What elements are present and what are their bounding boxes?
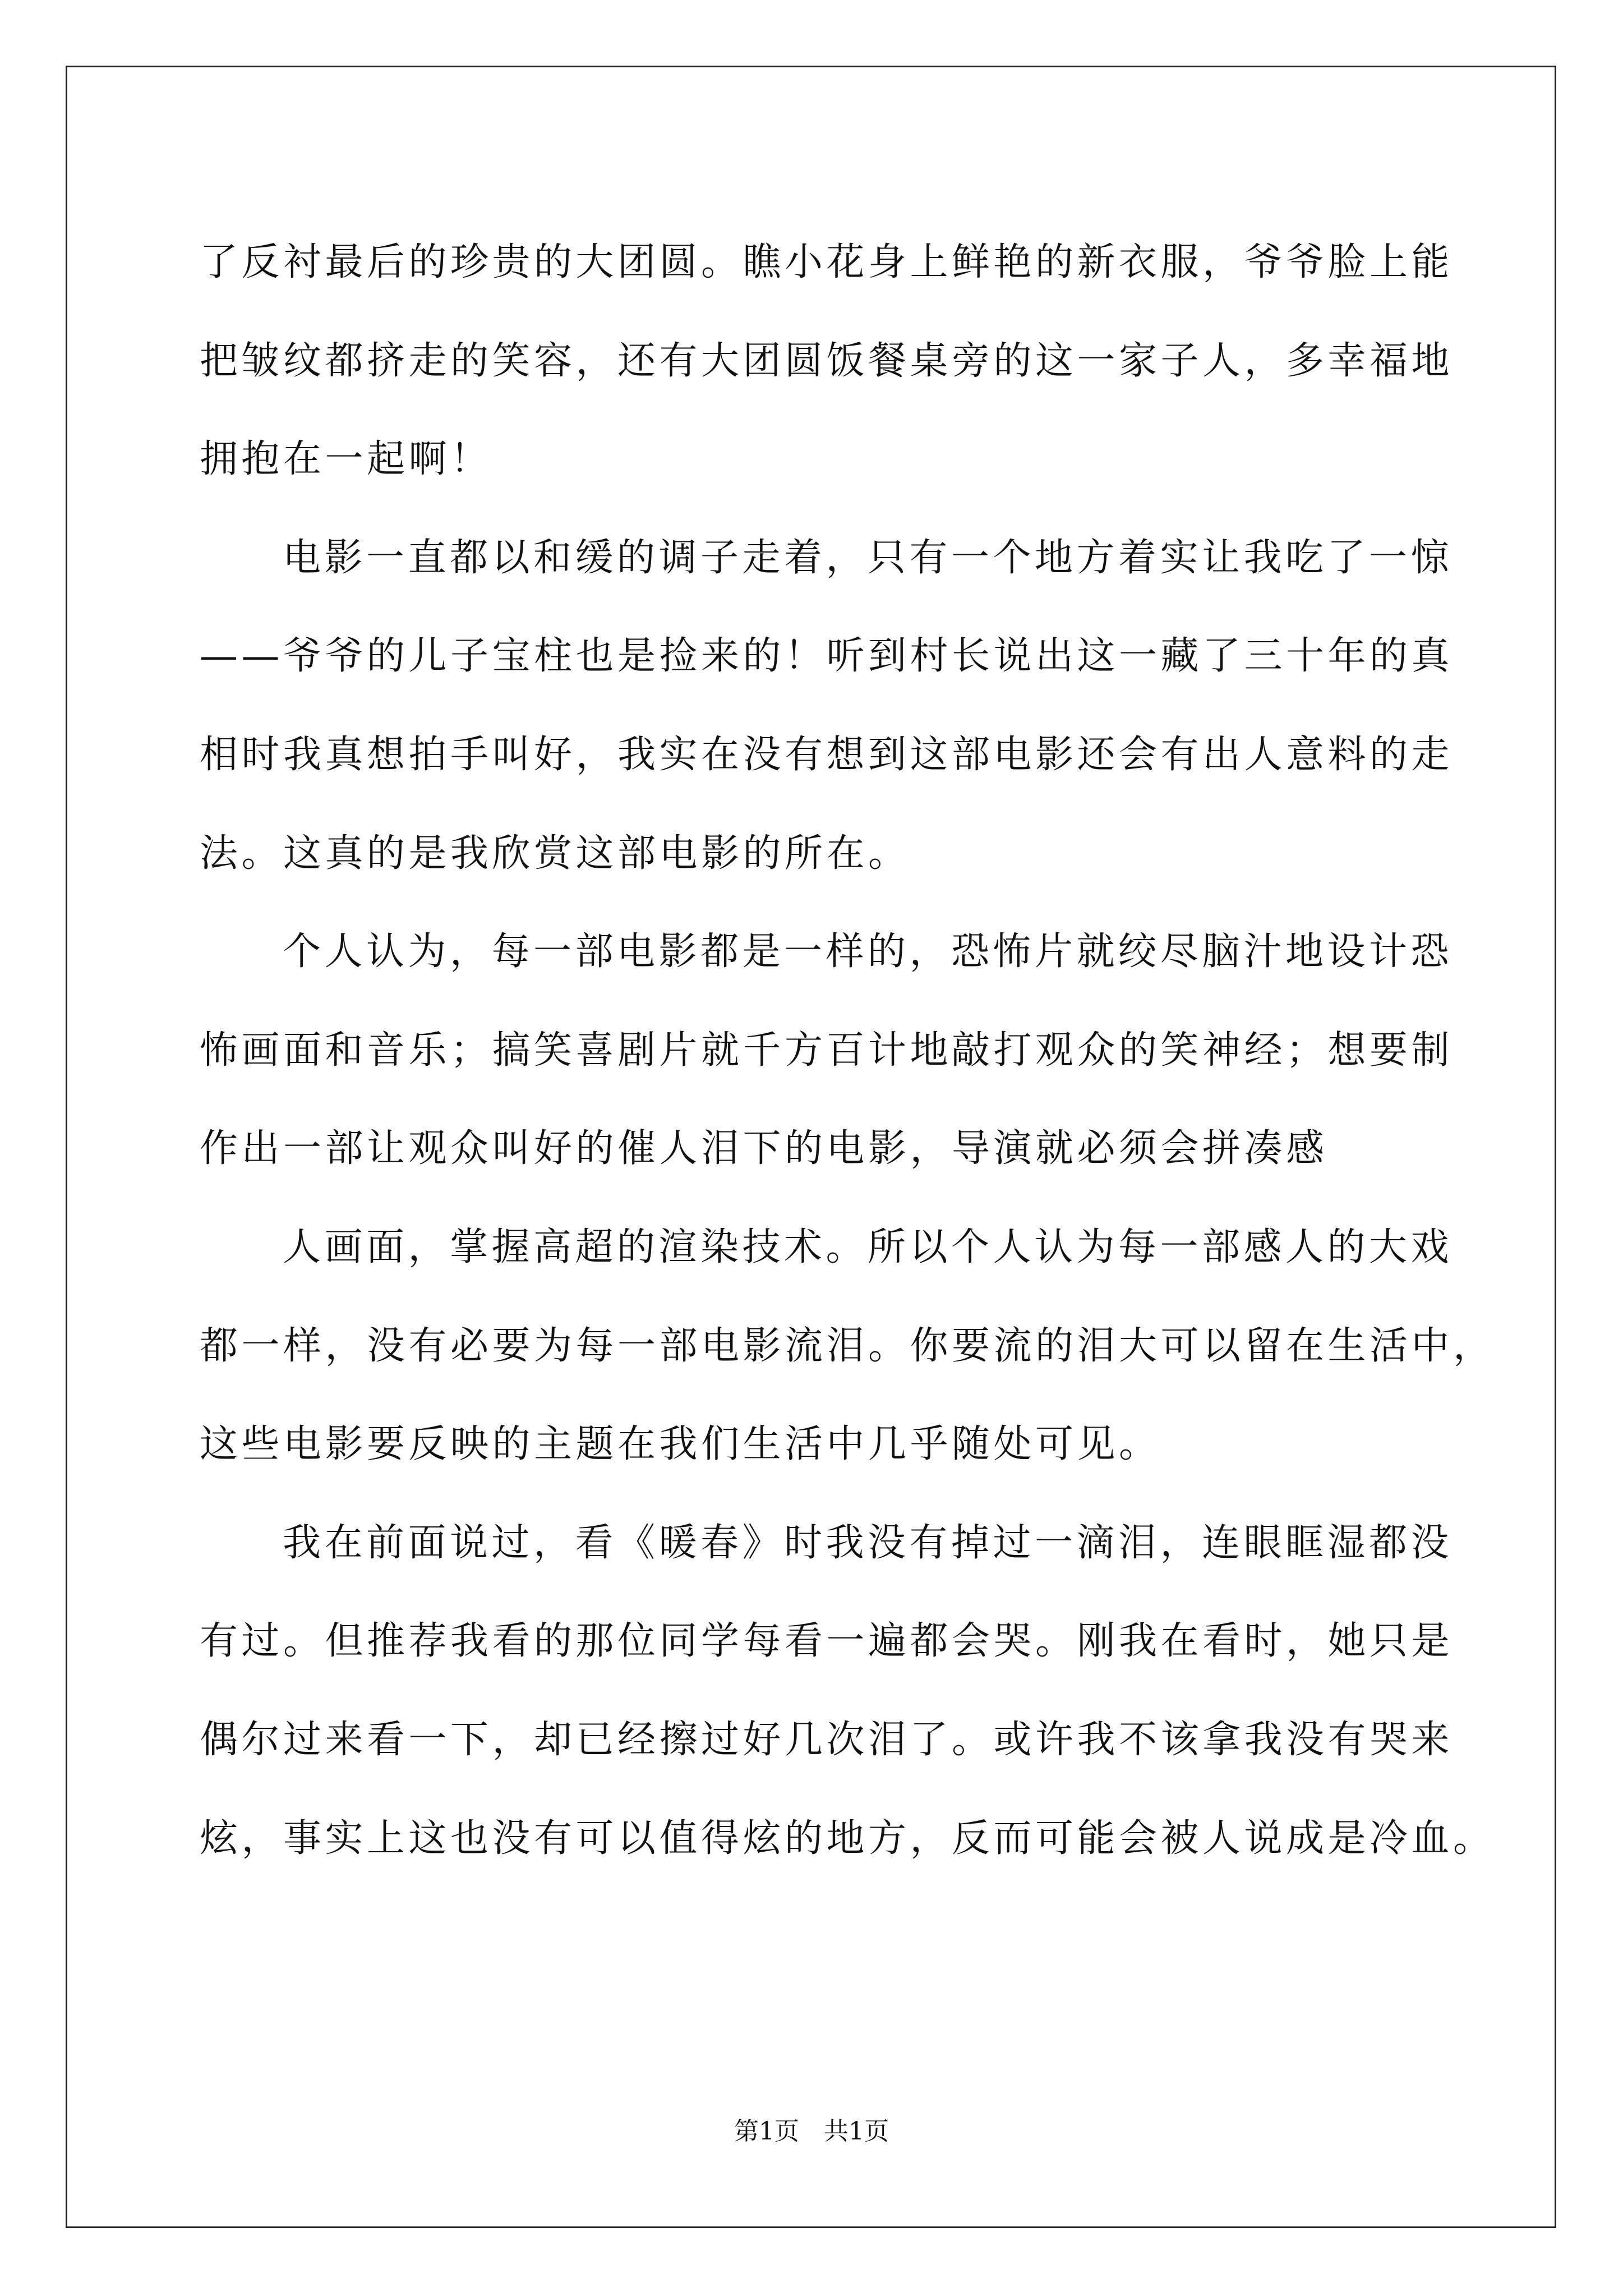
text-line: 炫，事实上这也没有可以值得炫的地方，反而可能会被人说成是冷血。	[200, 1816, 1495, 1861]
text-line: 相时我真想拍手叫好，我实在没有想到这部电影还会有出人意料的走	[200, 732, 1454, 777]
document-body	[200, 213, 1495, 1888]
text-line: 了反衬最后的珍贵的大团圆。瞧小花身上鲜艳的新衣服，爷爷脸上能	[200, 240, 1454, 284]
paragraph-first-line: 人画面，掌握高超的渲染技术。所以个人认为每一部感人的大戏	[283, 1225, 1453, 1269]
text-line: 把皱纹都挤走的笑容，还有大团圆饭餐桌旁的这一家子人，多幸福地	[200, 338, 1454, 383]
text-line: 偶尔过来看一下，却已经擦过好几次泪了。或许我不该拿我没有哭来	[200, 1717, 1454, 1762]
text-line: 有过。但推荐我看的那位同学每看一遍都会哭。刚我在看时，她只是	[200, 1619, 1454, 1664]
paragraph-first-line: 个人认为，每一部电影都是一样的，恐怖片就绞尽脑汁地设计恐	[283, 930, 1453, 974]
text-line: 作出一部让观众叫好的催人泪下的电影，导演就必须会拼凑感	[200, 1126, 1328, 1171]
text-line: ——爷爷的儿子宝柱也是捡来的！听到村长说出这一藏了三十年的真	[200, 634, 1454, 679]
paragraph-first-line: 电影一直都以和缓的调子走着，只有一个地方着实让我吃了一惊	[283, 535, 1453, 580]
paragraph-first-line: 我在前面说过，看《暖春》时我没有掉过一滴泪，连眼眶湿都没	[283, 1520, 1453, 1565]
text-line: 法。这真的是我欣赏这部电影的所在。	[200, 831, 910, 876]
text-line: 这些电影要反映的主题在我们生活中几乎随处可见。	[200, 1422, 1161, 1467]
text-line: 怖画面和音乐；搞笑喜剧片就千方百计地敲打观众的笑神经；想要制	[200, 1028, 1454, 1073]
text-line: 都一样，没有必要为每一部电影流泪。你要流的泪大可以留在生活中，	[200, 1323, 1495, 1368]
page-number-footer: 第1页 共1页	[734, 2117, 889, 2146]
text-line: 拥抱在一起啊！	[200, 437, 492, 482]
